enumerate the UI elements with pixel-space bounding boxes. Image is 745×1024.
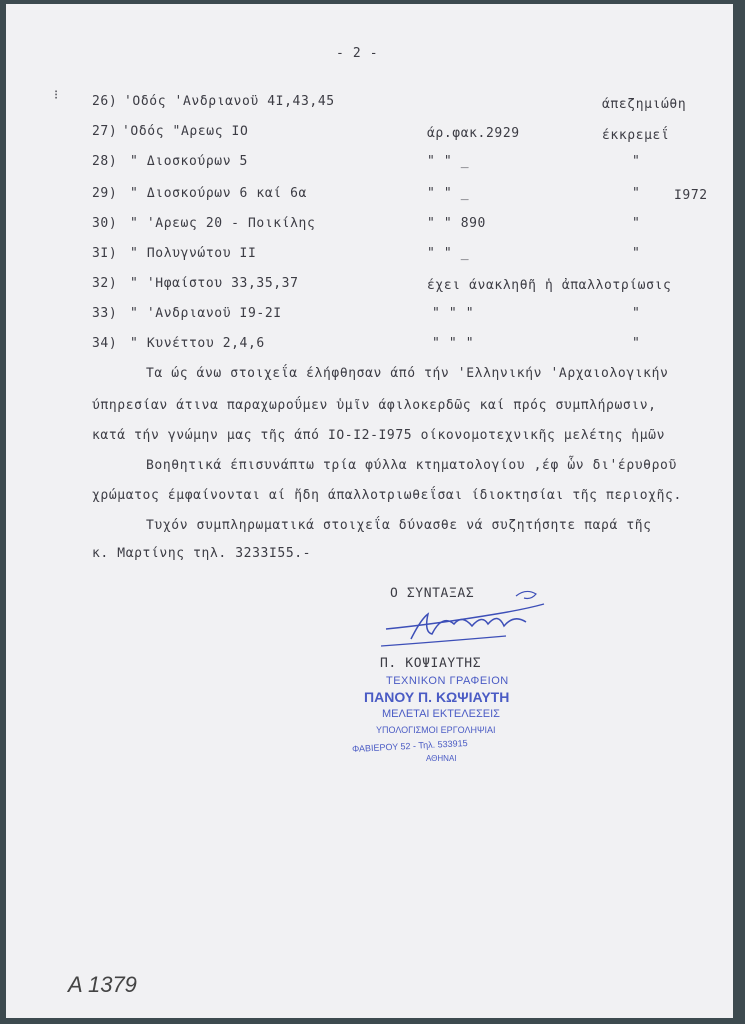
row-street: 'Οδός 'Ανδριανοϋ 4Ι,43,45 — [124, 94, 335, 109]
row-street: " Κυνέττου 2,4,6 — [130, 336, 265, 351]
stamp-line: ΑΘΗΝΑΙ — [426, 754, 457, 763]
row-street: " 'Ανδριανοϋ Ι9-2Ι — [130, 306, 282, 321]
row-status: " — [632, 306, 641, 321]
row-status: έκκρεμεΐ — [602, 128, 670, 143]
row-street: " Διοσκούρων 6 καί 6α — [130, 186, 307, 201]
row-number: 33) — [92, 306, 118, 321]
handwritten-signature — [376, 584, 556, 654]
row-street: 'Οδός "Αρεως ΙΟ — [122, 124, 249, 139]
row-street: " Πολυγνώτου ΙΙ — [130, 246, 257, 261]
stamp-line: ΥΠΟΛΟΓΙΣΜΟΙ ΕΡΓΟΛΗΨΙΑΙ — [376, 725, 496, 735]
row-number: 30) — [92, 216, 118, 231]
printed-name: Π. ΚΟΨΙΑΥΤΗΣ — [380, 656, 482, 671]
row-street: " 'Αρεως 20 - Ποικίλης — [130, 216, 316, 231]
paragraph-line: κατά τήν γνώμην μας τῆς άπό ΙΟ-Ι2-Ι975 οίκονομοτεχνικῆς μελέτης ἡμῶν — [92, 428, 666, 443]
row-ref: " " " — [432, 336, 475, 351]
document-page — [6, 4, 733, 1018]
stamp-line: ΤΕΧΝΙΚΟΝ ΓΡΑΦΕΙΟΝ — [386, 675, 509, 687]
row-ref: άρ.φακ.2929 — [427, 126, 520, 141]
row-status: " — [632, 154, 641, 169]
row-number: 27) — [92, 124, 118, 139]
row-year: Ι972 — [674, 188, 708, 203]
stamp-line: ΦΑΒΙΕΡΟΥ 52 - Τηλ. 533915 — [351, 737, 468, 755]
paragraph-line: ύπηρεσίαν άτινα παραχωροΰμεν ὑμῖν άφιλοκερδῶς καί πρός συμπλήρωσιν, — [92, 398, 657, 413]
row-ref: " " _ — [427, 246, 470, 261]
stamp-line: ΠΑΝΟΥ Π. ΚΩΨΙΑΥΤΗ — [364, 689, 510, 705]
row-status: " — [632, 186, 641, 201]
paragraph-line: Τυχόν συμπληρωματικά στοιχεΐα δύνασθε νά συζητήσητε παρά τῆς — [146, 518, 652, 533]
paragraph-line: κ. Μαρτίνης τηλ. 3233Ι55.- — [92, 546, 312, 561]
row-status: άπεζημιώθη — [602, 97, 687, 112]
row-number: 28) — [92, 154, 118, 169]
stamp-line: ΜΕΛΕΤΑΙ ΕΚΤΕΛΕΣΕΙΣ — [382, 708, 500, 720]
archive-reference: A 1379 — [68, 972, 137, 997]
row-number: 3Ι) — [92, 246, 118, 261]
row-ref: " " _ — [427, 186, 470, 201]
row-street: " Διοσκούρων 5 — [130, 154, 248, 169]
row-number: 34) — [92, 336, 118, 351]
row-number: 26) — [92, 94, 118, 109]
row-number: 32) — [92, 276, 118, 291]
paragraph-line: χρώματος έμφαίνονται αί ἤδη άπαλλοτριωθεΐσαι ίδιοκτησίαι τῆς περιοχῆς. — [92, 488, 682, 503]
row-ref: " " " — [432, 306, 475, 321]
margin-mark: ⁝ — [54, 88, 59, 103]
page-number: - 2 - — [336, 46, 379, 61]
row-status: " — [632, 216, 641, 231]
signature-label: Ο ΣΥΝΤΑΞΑΣ — [390, 586, 475, 601]
row-ref: έχει άνακληθῆ ἡ ἀπαλλοτρίωσις — [427, 278, 672, 293]
paragraph-line: Τα ώς άνω στοιχεΐα έλήφθησαν άπό τήν 'Ελληνικήν 'Αρχαιολογικήν — [146, 366, 669, 381]
row-number: 29) — [92, 186, 118, 201]
row-ref: " " 890 — [427, 216, 486, 231]
row-status: " — [632, 246, 641, 261]
row-status: " — [632, 336, 641, 351]
row-street: " 'Ηφαίστου 33,35,37 — [130, 276, 299, 291]
paragraph-line: Βοηθητικά έπισυνάπτω τρία φύλλα κτηματολογίου ,έφ ὧν δι'έρυθροῦ — [146, 458, 677, 473]
row-ref: " " _ — [427, 154, 470, 169]
